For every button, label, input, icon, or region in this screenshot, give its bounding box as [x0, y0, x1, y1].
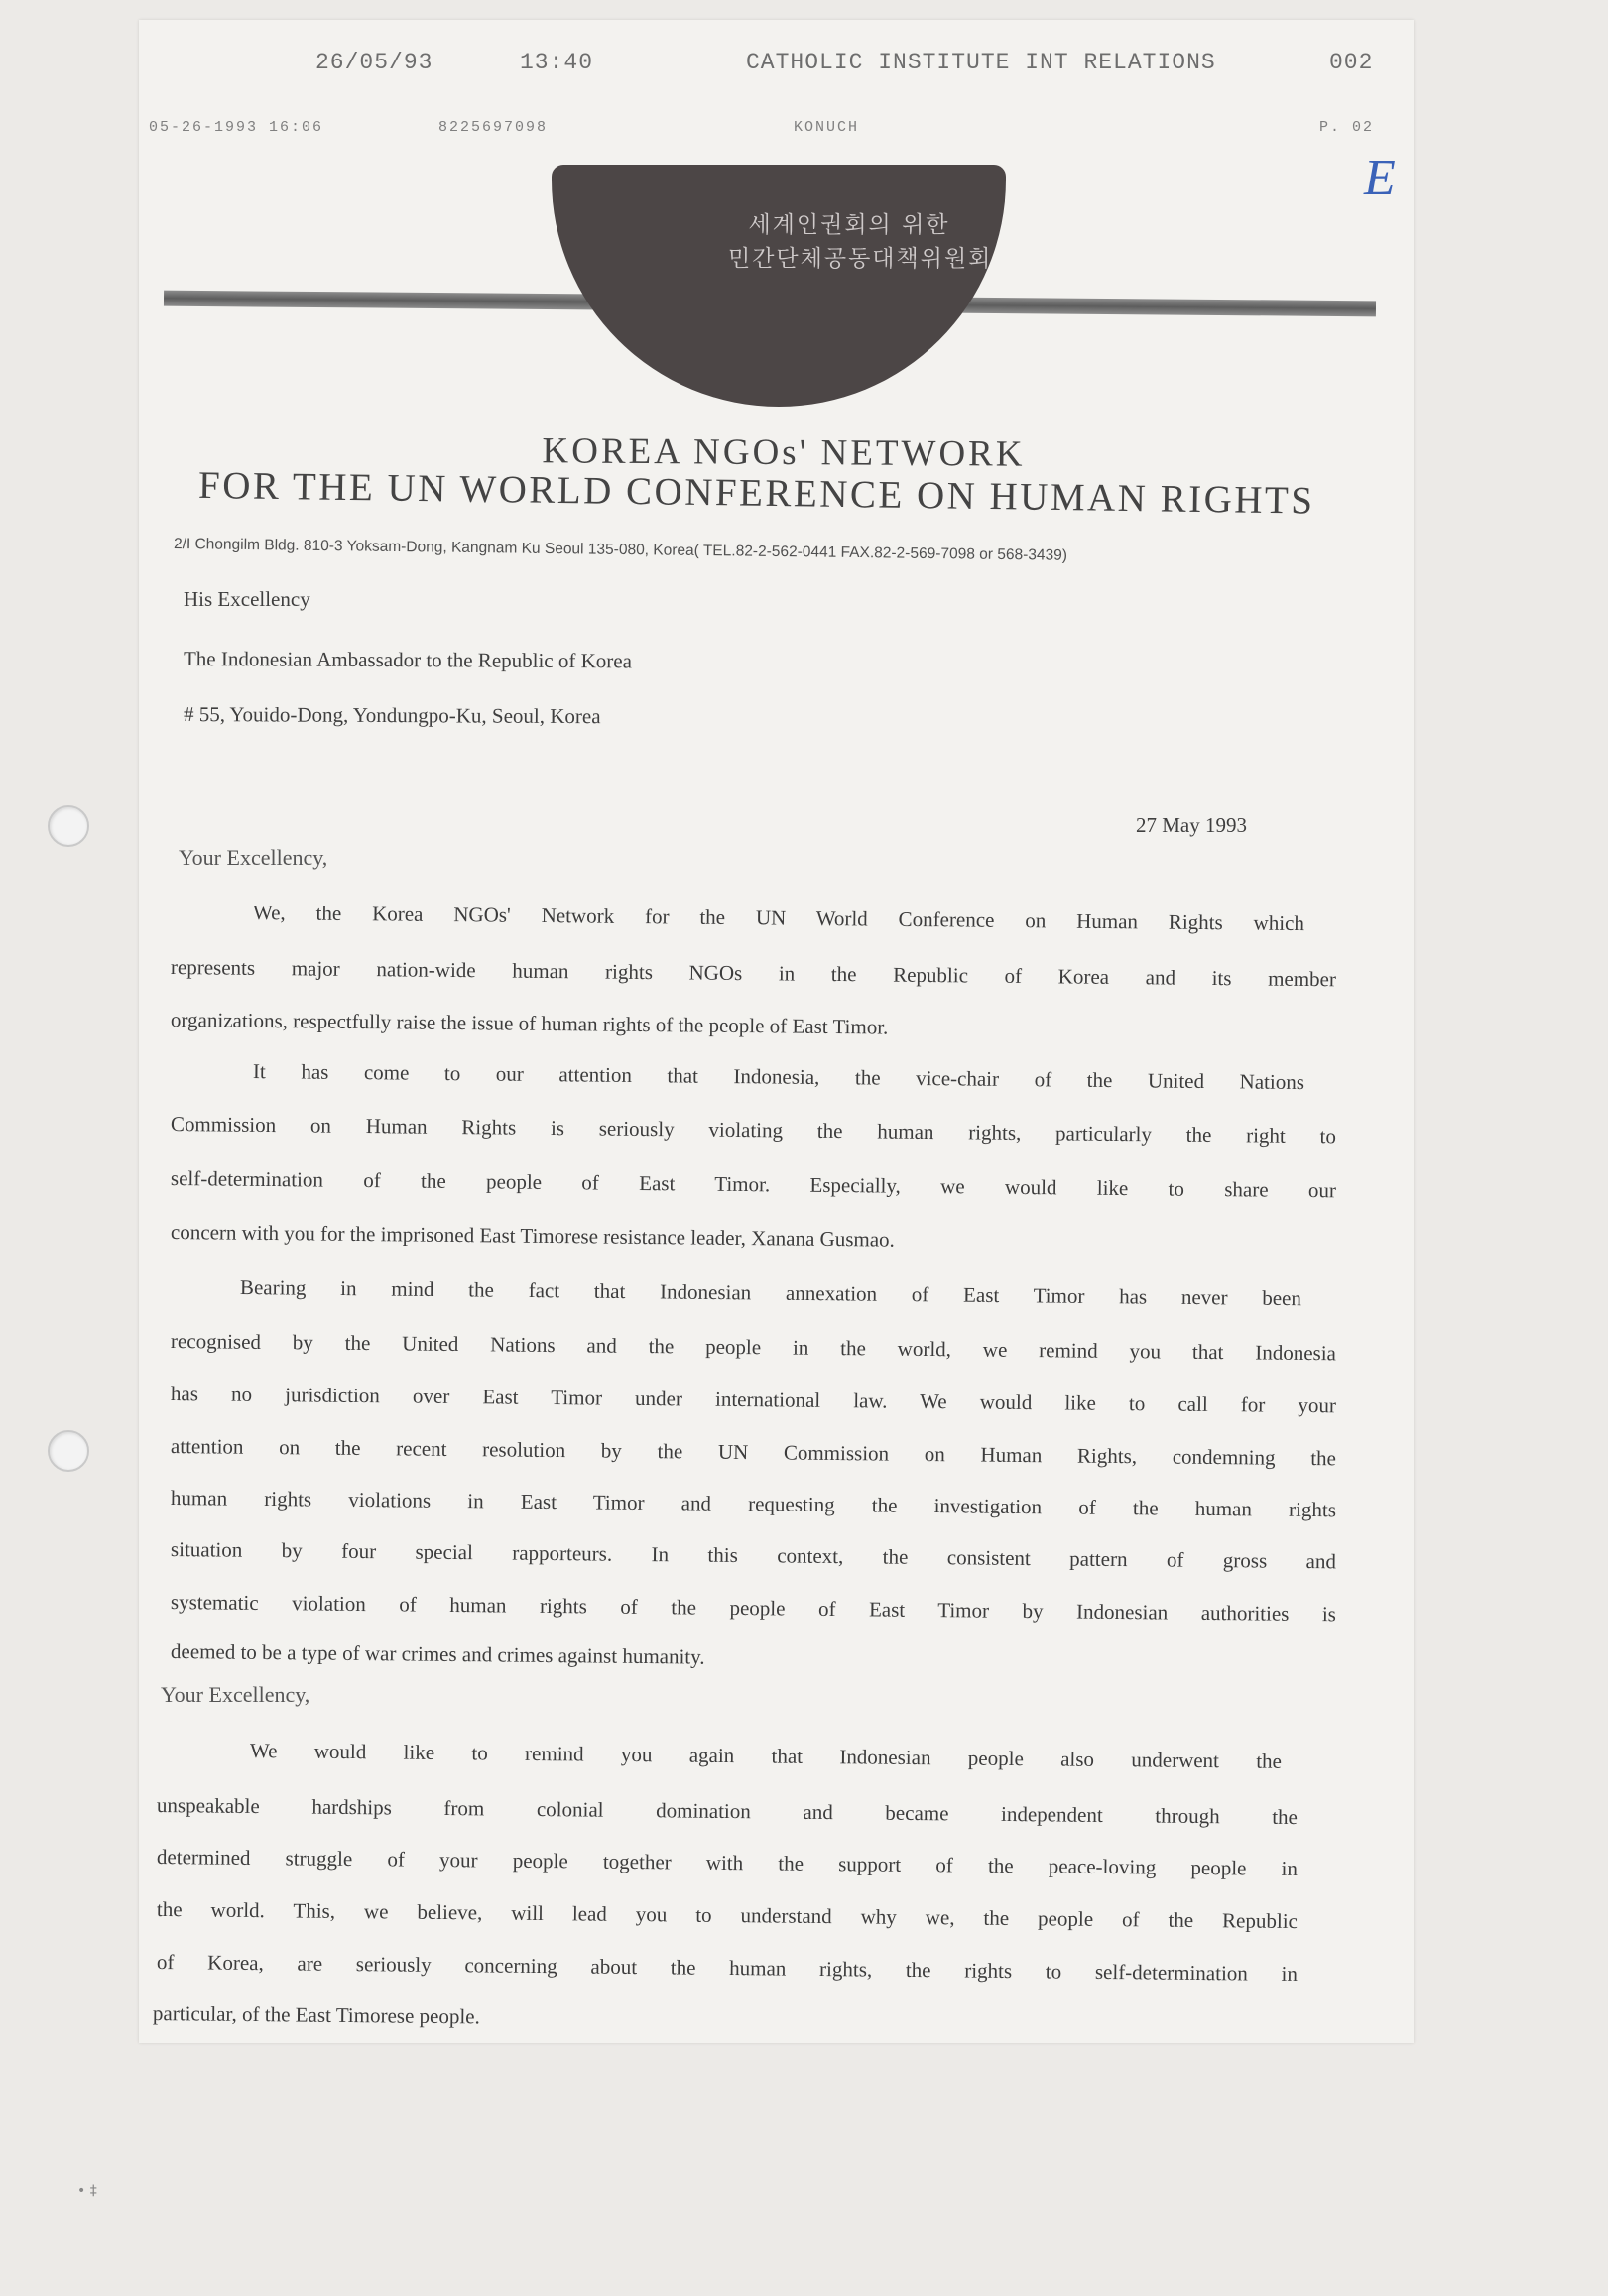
- paragraph-line: Bearing in mind the fact that Indonesian annexation of East Timor has never been: [239, 1275, 1302, 1311]
- letter-date: 27 May 1993: [1136, 813, 1247, 837]
- fax-sender-2: KONUCH: [794, 119, 860, 136]
- fax-header-line-2: [139, 119, 1414, 139]
- paragraph-line: organizations, respectfully raise the issue of human rights of the people of East Timor.: [170, 1008, 889, 1039]
- org-name-line-1: KOREA NGOs' NETWORK: [542, 430, 1026, 475]
- recipient-address: # 55, Youido-Dong, Yondungpo-Ku, Seoul, Korea: [183, 702, 601, 729]
- salutation-2: Your Excellency,: [161, 1682, 310, 1707]
- recipient-name: The Indonesian Ambassador to the Republic of Korea: [183, 647, 633, 673]
- logo-text-line-2: 민간단체공동대책위원회: [728, 246, 993, 272]
- org-name-line-2: FOR THE UN WORLD CONFERENCE ON HUMAN RIGHTS: [197, 463, 1315, 523]
- punch-hole-bottom: [48, 1430, 89, 1472]
- paragraph-line: We would like to remind you again that Indonesian people also underwent the: [249, 1739, 1283, 1773]
- fax-header-line-1: [139, 50, 1414, 79]
- paragraph-line: human rights violations in East Timor and requesting the investigation of the human rights: [170, 1486, 1337, 1522]
- punch-hole-top: [48, 805, 89, 847]
- paragraph-line: particular, of the East Timorese people.: [152, 2001, 480, 2029]
- paragraph-line: recognised by the United Nations and the people in the world, we remind you that Indonesia: [170, 1329, 1337, 1366]
- paragraph-line: self-determination of the people of East Timor. Especially, we would like to share our: [170, 1166, 1337, 1203]
- paragraph-line: deemed to be a type of war crimes and crimes against humanity.: [170, 1639, 705, 1669]
- paragraph-line: has no jurisdiction over East Timor under international law. We would like to call for your: [170, 1382, 1337, 1418]
- paragraph-line: the world. This, we believe, will lead you to understand why we, the people of the Republic: [156, 1897, 1299, 1934]
- fax-sender: CATHOLIC INSTITUTE INT RELATIONS: [746, 50, 1216, 75]
- org-address: 2/I Chongilm Bldg. 810-3 Yoksam-Dong, Kangnam Ku Seoul 135-080, Korea( TEL.82-2-562-0441 FAX.82-2-569-7098 or 568-3439): [173, 536, 1068, 564]
- fax-number: 8225697098: [438, 119, 549, 136]
- paragraph-line: unspeakable hardships from colonial domination and became independent through the: [156, 1793, 1299, 1830]
- paragraph-line: It has come to our attention that Indonesia, the vice-chair of the United Nations: [252, 1059, 1305, 1095]
- paragraph-line: attention on the recent resolution by the UN Commission on Human Rights, condemning the: [170, 1434, 1337, 1471]
- paragraph-line: Commission on Human Rights is seriously violating the human rights, particularly the right to: [170, 1112, 1337, 1148]
- paragraph-line: situation by four special rapporteurs. In this context, the consistent pattern of gross and: [170, 1537, 1337, 1574]
- paragraph-line: represents major nation-wide human rights NGOs in the Republic of Korea and its member: [170, 955, 1337, 992]
- paragraph-line: of Korea, are seriously concerning about the human rights, the rights to self-determination in: [156, 1950, 1299, 1987]
- handwritten-mark: E: [1364, 150, 1396, 206]
- paragraph-line: determined struggle of your people together with the support of the peace-loving people in: [156, 1845, 1299, 1881]
- letter-page: [139, 20, 1414, 2043]
- corner-mark: • ‡: [77, 2183, 97, 2199]
- paragraph-line: systematic violation of human rights of the people of East Timor by Indonesian authorities is: [170, 1590, 1337, 1627]
- recipient-title: His Excellency: [184, 587, 310, 611]
- paragraph-line: concern with you for the imprisoned East Timorese resistance leader, Xanana Gusmao.: [170, 1220, 895, 1252]
- fax-datetime: 05-26-1993 16:06: [149, 119, 324, 136]
- fax-time: 13:40: [520, 50, 594, 75]
- fax-page: 002: [1329, 50, 1374, 75]
- logo-text-line-1: 세계인권회의 위한: [748, 212, 950, 238]
- salutation: Your Excellency,: [179, 845, 328, 870]
- fax-date: 26/05/93: [315, 50, 433, 75]
- fax-page-2: P. 02: [1319, 119, 1375, 136]
- organization-logo: [552, 165, 1006, 407]
- paragraph-line: We, the Korea NGOs' Network for the UN World Conference on Human Rights which: [252, 901, 1305, 936]
